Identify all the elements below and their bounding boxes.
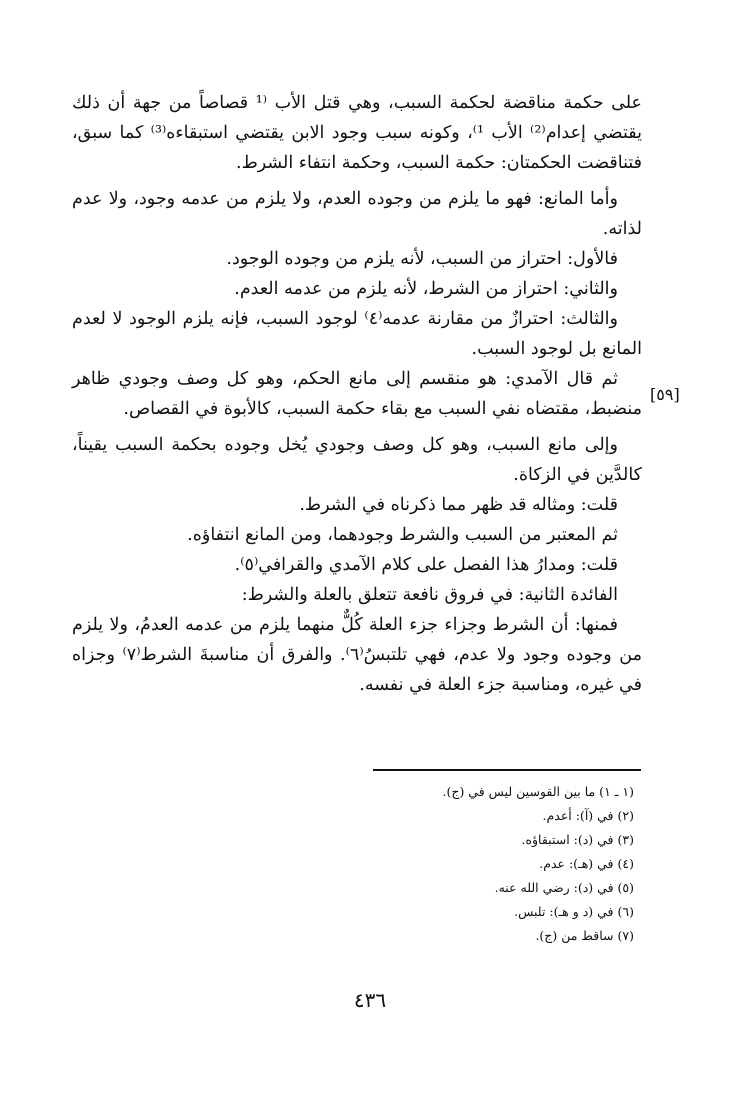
footnote-4: (٤) في (هـ): عدم. <box>539 856 634 871</box>
page-number: ٤٣٦ <box>353 988 387 1012</box>
footnote-2: (٢) في (آ): أعدم. <box>542 808 634 823</box>
paragraph-6: ثم قال الآمدي: هو منقسم إلى مانع الحكم، وهو كل وصف وجودي ظاهر منضبط، مقتضاه نفي السبب مع بقاء حكمة السبب، كالأبوة في القصاص. <box>72 369 642 419</box>
paragraph-2: وأما المانع: فهو ما يلزم من وجوده العدم، ولا يلزم من عدمه وجود، ولا عدم لذاته. <box>72 189 642 239</box>
paragraph-9: ثم المعتبر من السبب والشرط وجودهما، ومن المانع انتفاؤه. <box>187 525 618 545</box>
paragraph-1: على حكمة مناقضة لحكمة السبب، وهي قتل الأب ⁽¹ قصاصاً من جهة أن ذلك يقتضي إعدام⁽²⁾ الأب ¹⁾، وكونه سبب وجود الابن يقتضي استبقاءه⁽³⁾ كما سبق، فتناقضت الحكمتان: حكمة السبب، وحكمة انتفاء الشرط. <box>72 93 642 173</box>
paragraph-8: قلت: ومثاله قد ظهر مما ذكرناه في الشرط. <box>299 495 618 515</box>
footnote-3: (٣) في (د): استبقاؤه. <box>521 832 634 847</box>
paragraph-4: والثاني: احتراز من الشرط، لأنه يلزم من عدمه العدم. <box>234 279 618 299</box>
paragraph-10: قلت: ومدارُ هذا الفصل على كلام الآمدي والقرافي⁽٥⁾. <box>234 555 618 575</box>
main-text <box>72 88 642 700</box>
paragraph-3: فالأول: احتراز من السبب، لأنه يلزم من وجوده الوجود. <box>226 249 618 269</box>
paragraph-11: الفائدة الثانية: في فروق نافعة تتعلق بالعلة والشرط: <box>241 585 618 605</box>
footnote-divider <box>373 769 641 771</box>
paragraph-5: والثالث: احترازٌ من مقارنة عدمه⁽٤⁾ لوجود السبب، فإنه يلزم الوجود لا لعدم المانع بل لوجود السبب. <box>72 309 642 359</box>
footnote-5: (٥) في (د): رضي الله عنه. <box>494 880 634 895</box>
paragraph-12: فمنها: أن الشرط وجزاء جزء العلة كُلٌّ منهما يلزم من عدمه العدمُ، ولا يلزم من وجوده وجود ولا عدم، فهي تلتبسُ⁽٦⁾. والفرق أن مناسبةَ الشرط⁽٧⁾ وجزاه في غيره، ومناسبة جزء العلة في نفسه. <box>72 615 642 695</box>
footnotes <box>340 780 640 948</box>
paragraph-7: وإلى مانع السبب، وهو كل وصف وجودي يُخل وجوده بحكمة السبب يقيناً، كالدَّين في الزكاة. <box>72 435 642 485</box>
footnote-7: (٧) ساقط من (ج). <box>535 928 634 943</box>
footnote-1: (١ ـ ١) ما بين القوسين ليس في (ج). <box>442 784 634 799</box>
margin-section-number: [٥٩] <box>650 385 680 404</box>
footnote-6: (٦) في (د و هـ): تلبس. <box>514 904 634 919</box>
